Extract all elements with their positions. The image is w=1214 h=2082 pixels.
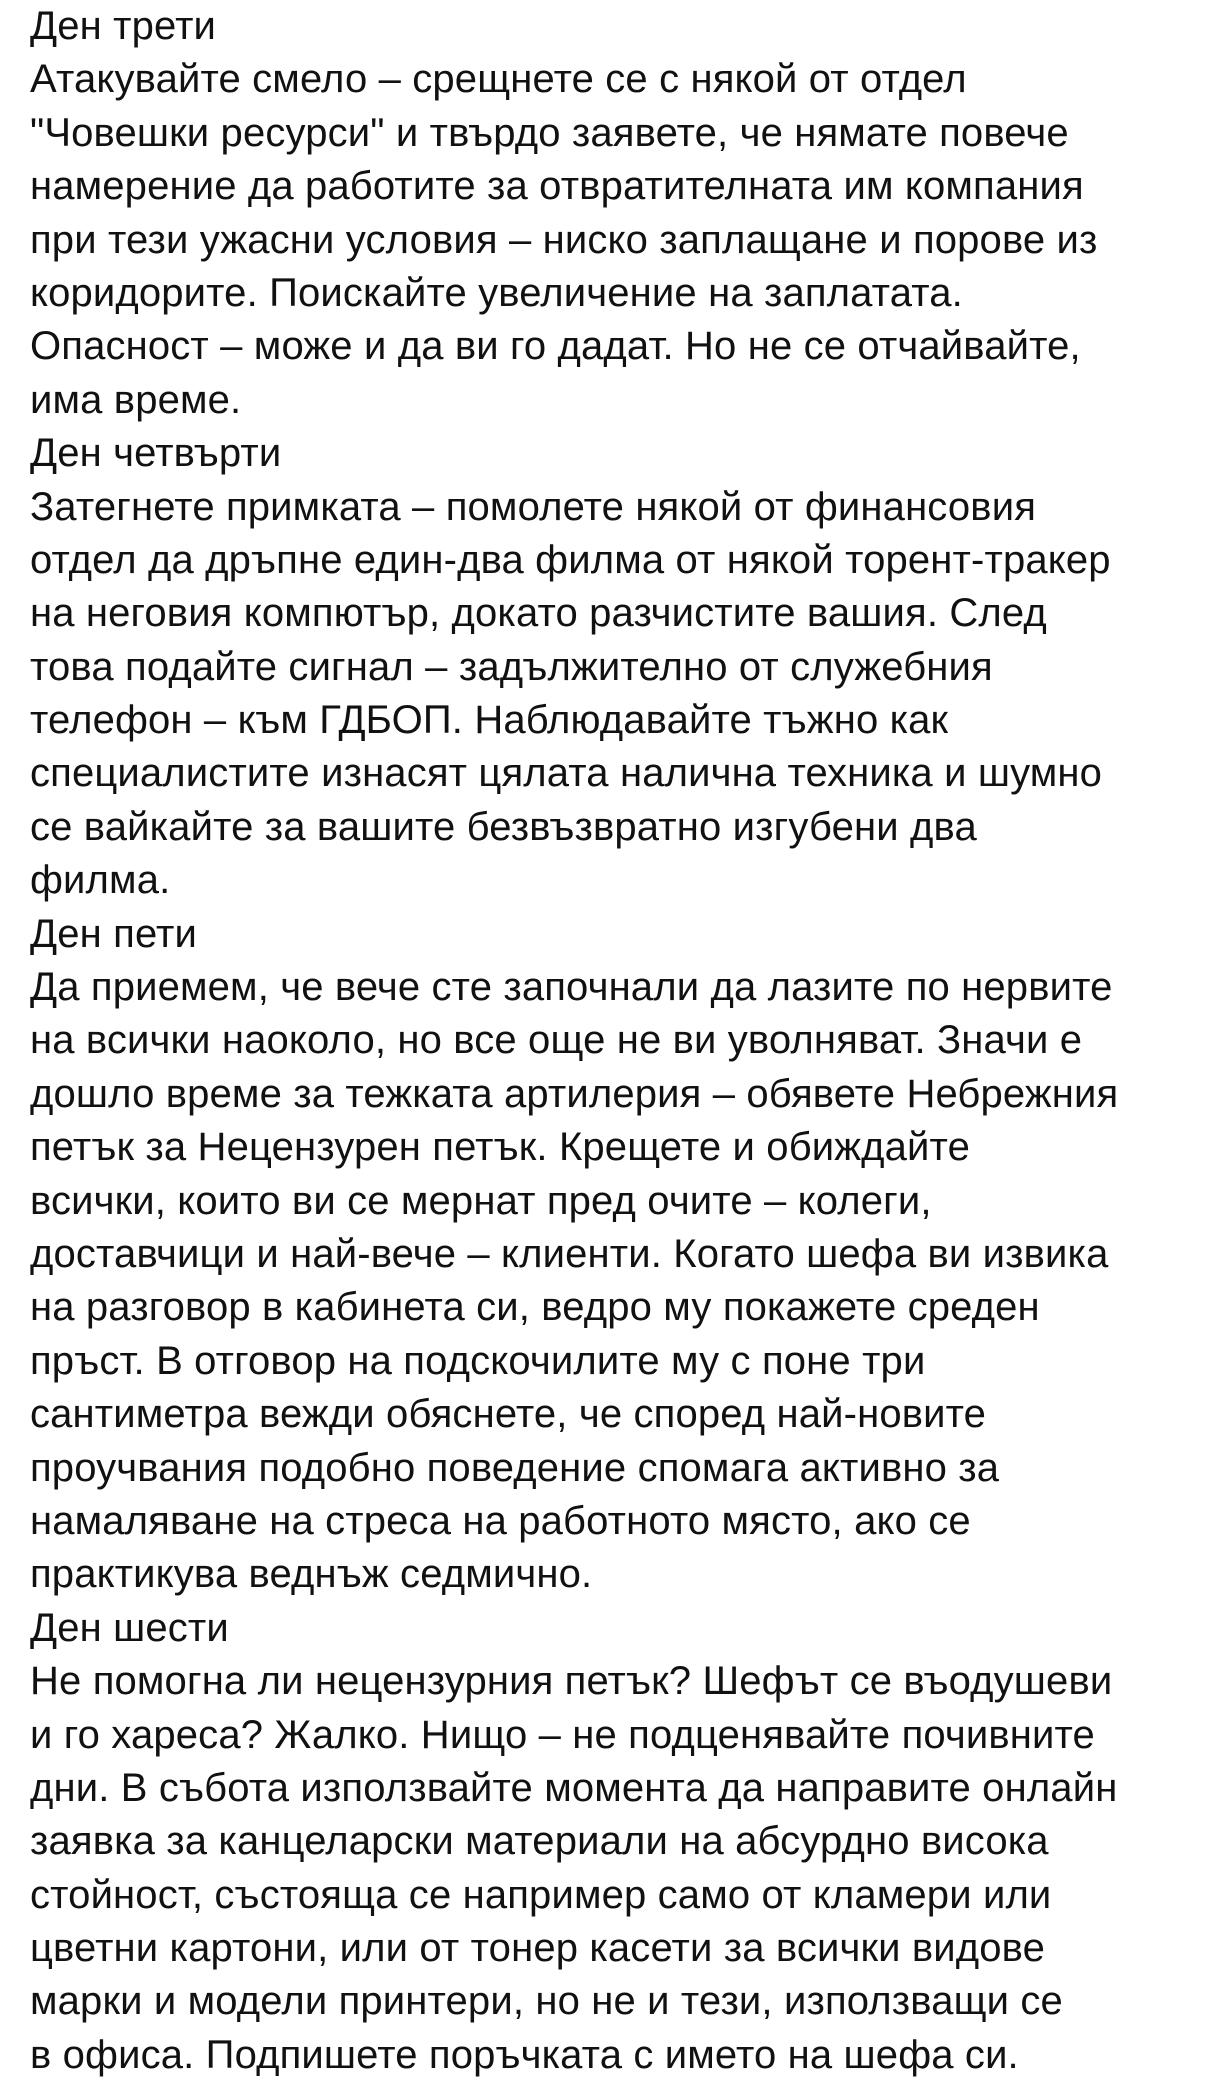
- heading-day-six: Ден шести: [30, 1605, 229, 1650]
- paragraph-line: пръст. В отговор на подскочилите му с поне три: [30, 1338, 926, 1383]
- paragraph-line: Затегнете примката – помолете някой от финансовия: [30, 484, 1037, 529]
- paragraph-line: доставчици и най-вече – клиенти. Когато шефа ви извика: [30, 1231, 1109, 1276]
- paragraph-line: на разговор в кабинета си, ведро му покажете среден: [30, 1285, 1040, 1330]
- paragraph-line: при тези ужасни условия – ниско заплащане и порове из: [30, 217, 1098, 262]
- paragraph-line: "Човешки ресурси" и твърдо заявете, че нямате повече: [30, 110, 1069, 155]
- heading-day-three: Ден трети: [30, 4, 217, 48]
- paragraph-line: Атакувайте смело – срещнете се с някой от отдел: [30, 57, 967, 102]
- heading-day-five: Ден пети: [30, 911, 197, 956]
- paragraph-line: отдел да дръпне един-два филма от някой торент-тракер: [30, 537, 1111, 582]
- paragraph-line: намерение да работите за отвратителната им компания: [30, 164, 1084, 209]
- paragraph-line: филма.: [30, 858, 171, 903]
- article-text: [30, 0, 1200, 2082]
- paragraph-line: Не помогна ли нецензурния петък? Шефът се въодушеви: [30, 1659, 1113, 1704]
- paragraph-line: марки и модели принтери, но не и тези, използващи се: [30, 1979, 1063, 2024]
- paragraph-line: сантиметра вежди обяснете, че според най-новите: [30, 1392, 987, 1437]
- paragraph-line: има време.: [30, 377, 242, 422]
- paragraph-line: на всички наоколо, но все още не ви уволняват. Значи е: [30, 1018, 1083, 1063]
- paragraph-line: Опасност – може и да ви го дадат. Но не се отчайвайте,: [30, 324, 1081, 369]
- paragraph-line: всички, които ви се мернат пред очите – колеги,: [30, 1178, 932, 1223]
- paragraph-line: петък за Нецензурен петък. Крещете и обиждайте: [30, 1125, 970, 1170]
- paragraph-line: цветни картони, или от тонер касети за всички видове: [30, 1926, 1046, 1971]
- paragraph-line: и го хареса? Жалко. Нищо – не подценявайте почивните: [30, 1712, 1095, 1757]
- paragraph-line: заявка за канцеларски материали на абсурдно висока: [30, 1819, 1049, 1864]
- paragraph-line: специалистите изнасят цялата налична техника и шумно: [30, 751, 1103, 796]
- paragraph-line: проучвания подобно поведение спомага активно за: [30, 1445, 1000, 1490]
- paragraph-line: коридорите. Поискайте увеличение на заплатата.: [30, 270, 963, 315]
- paragraph-line: намаляване на стреса на работното място, ако се: [30, 1498, 971, 1543]
- paragraph-line: стойност, състояща се например само от кламери или: [30, 1872, 1052, 1917]
- paragraph-line: в офиса. Подпишете поръчката с името на шефа си.: [30, 2032, 1019, 2077]
- paragraph-line: дошло време за тежката артилерия – обявете Небрежния: [30, 1071, 1119, 1116]
- paragraph-line: Да приемем, че вече сте започнали да лазите по нервите: [30, 965, 1113, 1010]
- paragraph-line: на неговия компютър, докато разчистите вашия. След: [30, 591, 1047, 636]
- paragraph-line: се вайкайте за вашите безвъзвратно изгубени два: [30, 804, 977, 849]
- paragraph-line: това подайте сигнал – задължително от служебния: [30, 644, 993, 689]
- heading-day-four: Ден четвърти: [30, 431, 282, 476]
- paragraph-line: практикува веднъж седмично.: [30, 1552, 593, 1597]
- paragraph-line: телефон – към ГДБОП. Наблюдавайте тъжно как: [30, 698, 949, 743]
- paragraph-line: дни. В събота използвайте момента да направите онлайн: [30, 1765, 1118, 1810]
